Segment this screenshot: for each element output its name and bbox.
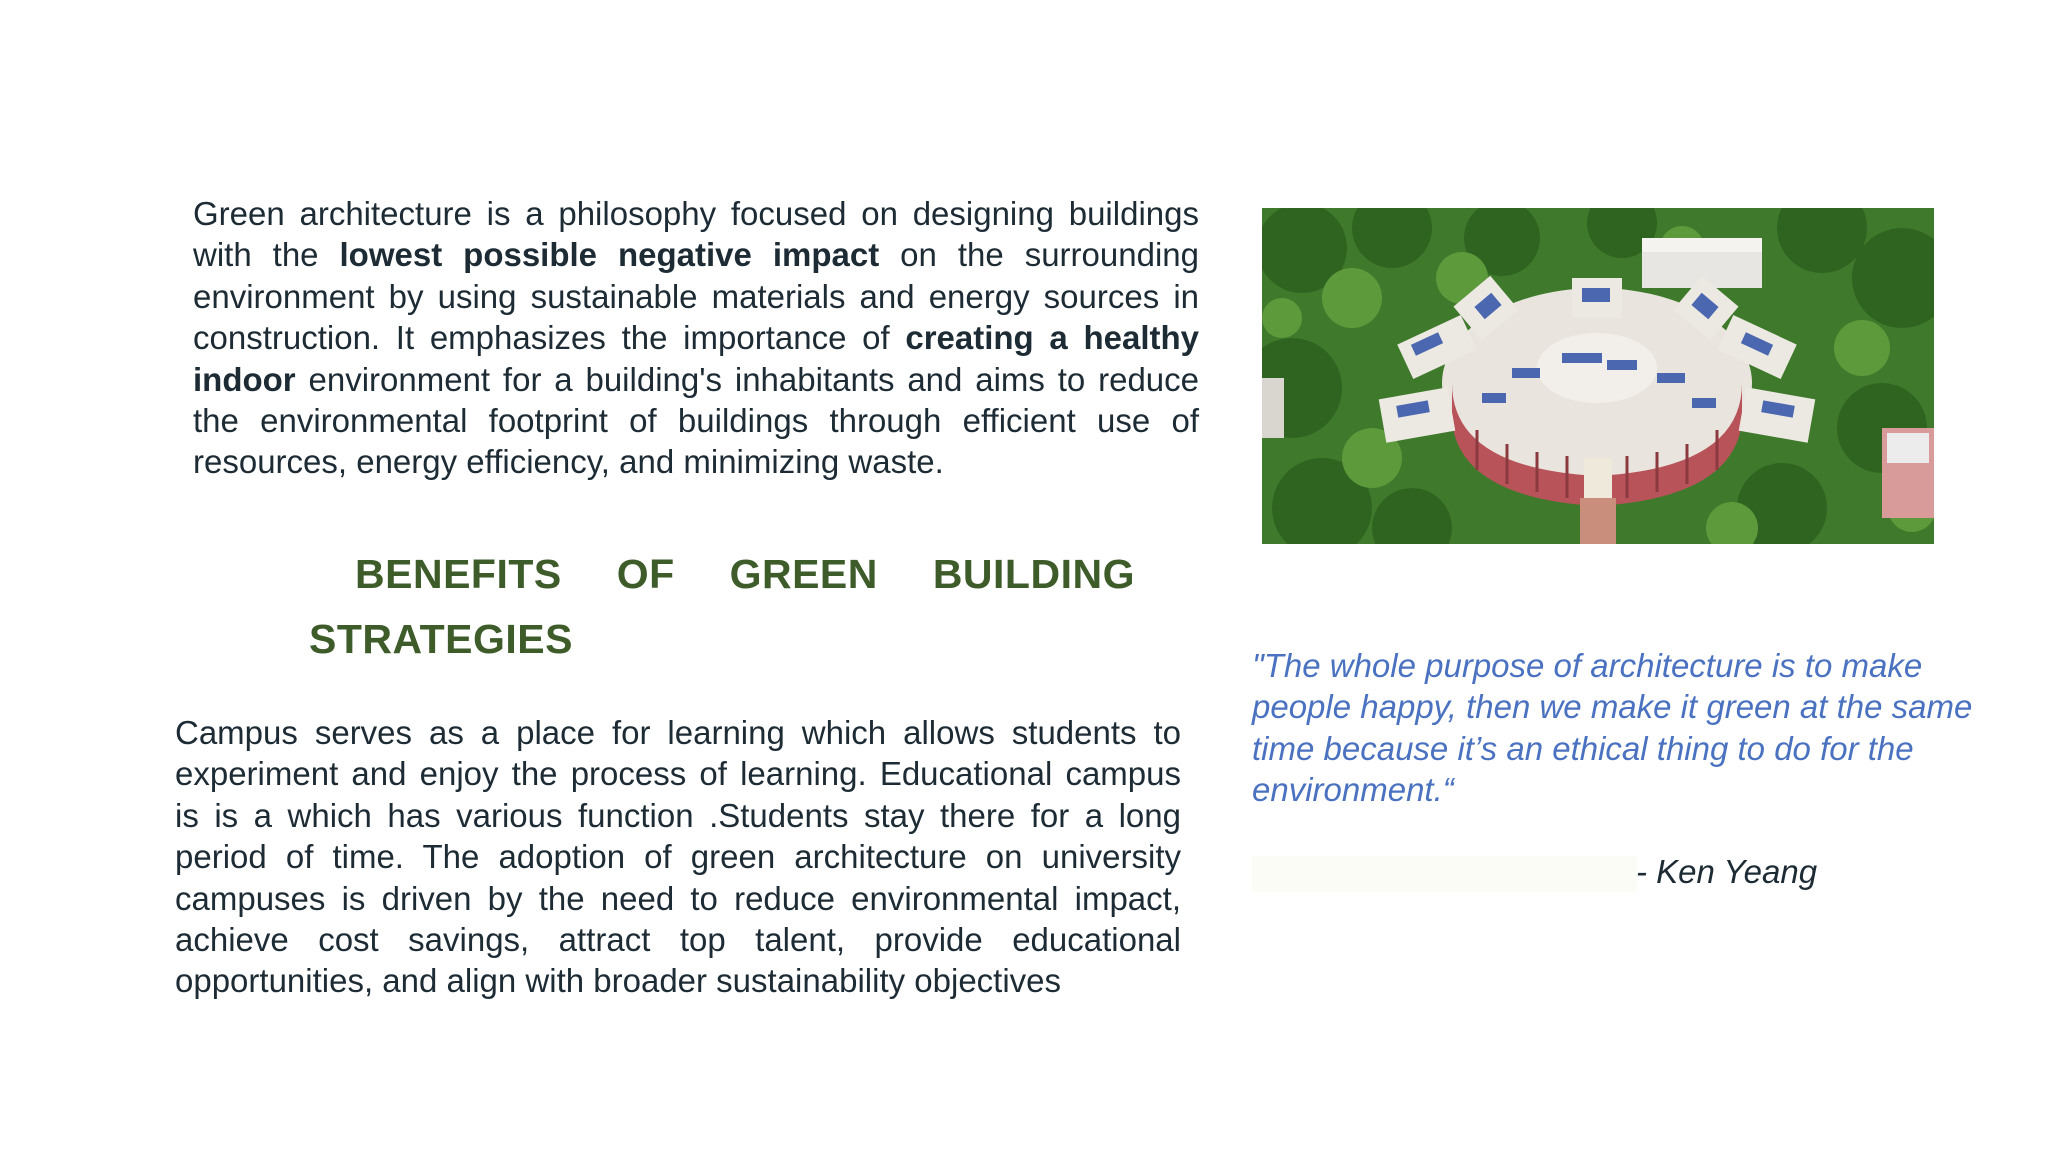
intro-paragraph (193, 193, 1199, 483)
heading-word: OF (616, 551, 675, 597)
intro-text-1: Green architecture is a philosophy focused on designing buildings with the (193, 195, 1199, 274)
intro-bold-1: lowest possible negative impact (339, 236, 880, 274)
section-heading-line-1 (355, 551, 1135, 598)
attribution-background (1252, 856, 1637, 892)
intro-text-2: on the surrounding environment by using sustainable materials and energy sources in construction. It emphasizes the importance of (193, 236, 1199, 357)
section-heading-line-2: STRATEGIES (309, 616, 573, 662)
campus-paragraph: Campus serves as a place for learning which allows students to experiment and enjoy the process of learning. Educational campus is is a which has various function .Students stay there for a long period of time. The adoption of green architecture on university campuses is driven by the need to reduce environmental impact, achieve cost savings, attract top talent, provide educational opportunities, and align with broader sustainability objectives (175, 714, 1181, 1000)
heading-word: BENEFITS (355, 551, 562, 597)
campus-aerial-photo (1262, 208, 1934, 544)
intro-text-3: environment for a building's inhabitants and aims to reduce the environmental footprint of buildings through efficient use of resources, energy efficiency, and minimizing waste. (193, 360, 1199, 481)
intro-bold-2: creating a healthy indoor (193, 319, 1199, 398)
heading-word: BUILDING (932, 551, 1135, 597)
quote-author: - Ken Yeang (1636, 853, 1818, 890)
quote-text: "The whole purpose of architecture is to make people happy, then we make it green at the same time because it’s an ethical thing to do for the environment.“ (1252, 647, 1973, 809)
heading-word: GREEN (729, 551, 878, 597)
